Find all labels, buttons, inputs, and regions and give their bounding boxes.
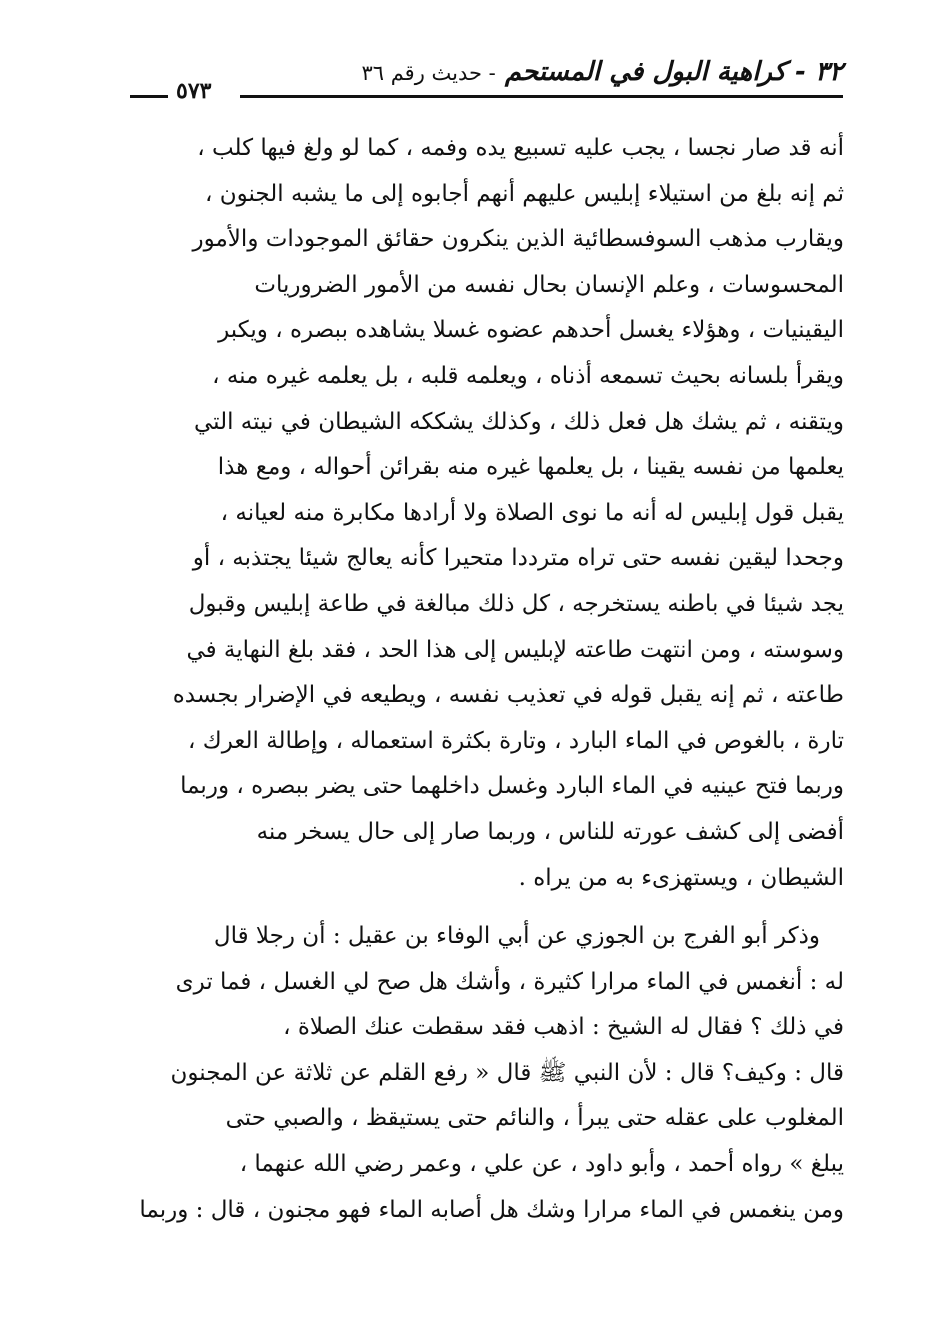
chapter-title: ٣٢ - كراهية البول في المستحم: [504, 57, 843, 87]
text-line: ثم إنه بلغ من استيلاء إبليس عليهم أنهم أجابوه إلى ما يشبه الجنون ،: [204, 180, 844, 207]
text-line: المحسوسات ، وعلم الإنسان بحال نفسه من الأمور الضروريات: [254, 271, 844, 298]
text-line: يقبل قول إبليس له أنه ما نوى الصلاة ولا أرادها مكابرة منه لعيانه ،: [220, 499, 844, 526]
page-number-rule: [130, 95, 168, 98]
running-title: [361, 56, 843, 89]
text-line: ويقارب مذهب السوفسطائية الذين ينكرون حقائق الموجودات والأمور: [192, 226, 844, 253]
page-header: [128, 48, 843, 108]
text-line: قال : وكيف؟ قال : لأن النبي ﷺ قال « رفع القلم عن ثلاثة عن المجنون: [170, 1059, 844, 1086]
text-line: تارة ، بالغوص في الماء البارد ، وتارة بكثرة استعماله ، وإطالة العرك ،: [188, 727, 844, 754]
text-line: أنه قد صار نجسا ، يجب عليه تسبيع يده وفمه ، كما لو ولغ فيها كلب ،: [197, 135, 844, 161]
text-line: يجد شيئا في باطنه يستخرجه ، كل ذلك مبالغة في طاعة إبليس وقبول: [188, 590, 844, 617]
hadith-reference: - حديث رقم ٣٦: [361, 61, 496, 85]
text-line: ويتقنه ، ثم يشك هل فعل ذلك ، وكذلك يشككه الشيطان في نيته التي: [193, 408, 844, 435]
text-line: يبلغ » رواه أحمد ، وأبو داود ، عن علي ، وعمر رضي الله عنهما ،: [239, 1150, 844, 1177]
text-line: وذكر أبو الفرج بن الجوزي عن أبي الوفاء بن عقيل : أن رجلا قال: [213, 923, 820, 949]
text-line: يعلمها من نفسه يقينا ، بل يعلمها غيره منه بقرائن أحواله ، ومع هذا: [217, 454, 844, 481]
text-line: وسوسته ، ومن انتهت طاعته لإبليس إلى هذا الحد ، فقد بلغ النهاية في: [186, 636, 844, 663]
text-line: اليقينيات ، وهؤلاء يغسل أحدهم عضوه غسلا يشاهده ببصره ، ويكبر: [218, 317, 844, 344]
text-line: في ذلك ؟ فقال له الشيخ : اذهب فقد سقطت عنك الصلاة ،: [283, 1014, 844, 1041]
text-line: المغلوب على عقله حتى يبرأ ، والنائم حتى يستيقظ ، والصبي حتى: [225, 1105, 844, 1132]
text-line: أفضى إلى كشف عورته للناس ، وربما صار إلى حال يسخر منه: [256, 818, 844, 845]
header-rule: [240, 95, 843, 98]
text-line: الشيطان ، ويستهزىء به من يراه .: [518, 864, 844, 891]
paragraph-1: [128, 126, 844, 901]
page-number: ٥٧٣: [176, 78, 212, 104]
text-line: طاعته ، ثم إنه يقبل قوله في تعذيب نفسه ، ويطيعه في الإضرار بجسده: [172, 682, 844, 709]
text-line: ويقرأ بلسانه بحيث تسمعه أذناه ، ويعلمه قلبه ، بل يعلمه غيره منه ،: [212, 362, 844, 389]
text-line: ومن ينغمس في الماء مرارا وشك هل أصابه الماء فهو مجنون ، قال : وربما: [139, 1196, 844, 1223]
text-line: وجحدا ليقين نفسه حتى تراه مترددا متحيرا كأنه يعالج شيئا يجتذبه ، أو: [192, 545, 844, 572]
text-line: وربما فتح عينيه في الماء البارد وغسل داخلهما حتى يضر ببصره ، وربما: [180, 773, 844, 800]
paragraph-2: [128, 914, 844, 1233]
text-line: له : أنغمس في الماء مرارا كثيرة ، وأشك هل صح لي الغسل ، فما ترى: [175, 968, 844, 995]
